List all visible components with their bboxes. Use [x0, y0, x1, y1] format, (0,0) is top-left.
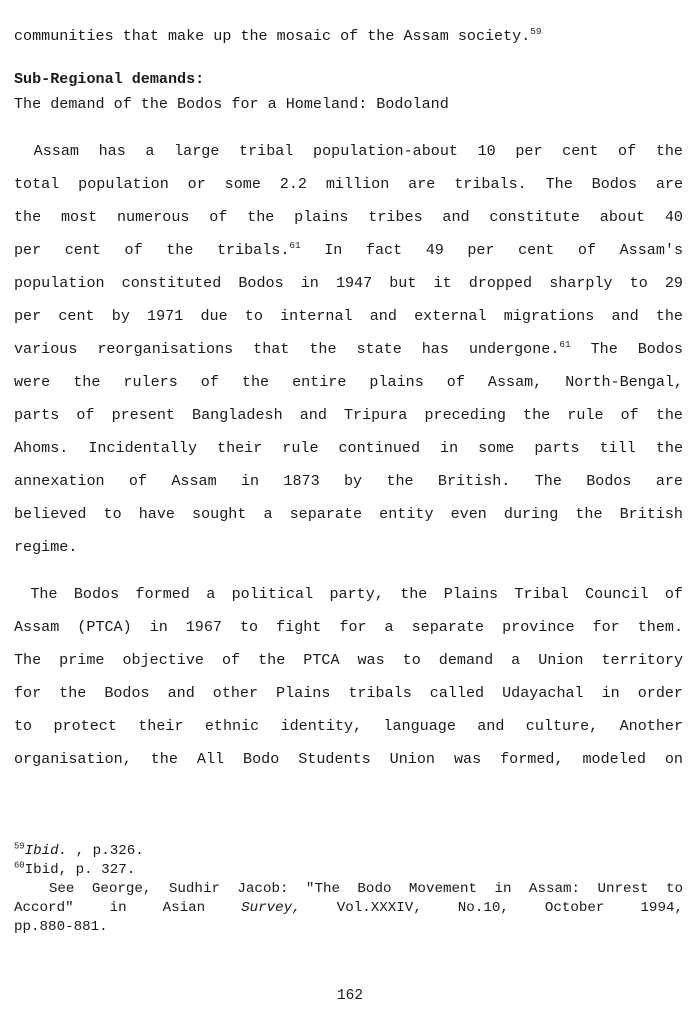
spacer	[14, 49, 683, 67]
continued-sentence-text: communities that make up the mosaic of the Assam society.	[14, 27, 531, 45]
paragraph-bodos-population	[14, 135, 683, 564]
footnote-citation-text-2b: Vol.XXXIV, No.10, October 1994,	[300, 900, 683, 916]
footnote-ibid-italic: Ibid.	[24, 843, 68, 859]
paragraph-ptca-line	[14, 710, 683, 743]
footnote-marker-61: 61	[559, 338, 571, 350]
paragraph-bodos-population-line	[14, 399, 683, 432]
footnote-text: Ibid, p. 327.	[24, 862, 136, 878]
paragraph-bodos-population-line-text: Ahoms. Incidentally their rule continued in some parts till the	[14, 439, 683, 457]
footnote-text: , p.326.	[67, 843, 144, 859]
paragraph-bodos-population-line	[14, 267, 683, 300]
paragraph-bodos-population-line	[14, 432, 683, 465]
footnote-marker-61: 61	[289, 239, 301, 251]
paragraph-bodos-population-line	[14, 168, 683, 201]
paragraph-ptca-line-text: Assam (PTCA) in 1967 to fight for a separate province for them.	[14, 618, 683, 636]
journal-title-italic: Survey,	[241, 900, 301, 916]
footnote-59	[14, 842, 683, 861]
paragraph-bodos-population-line	[14, 201, 683, 234]
paragraph-ptca-line-text: The Bodos formed a political party, the Plains Tribal Council of	[14, 585, 683, 603]
spacer	[14, 117, 683, 135]
paragraph-bodos-population-line	[14, 234, 683, 267]
paragraph-bodos-population-line-text: total population or some 2.2 million are tribals. The Bodos are	[14, 175, 683, 193]
paragraph-ptca-line	[14, 611, 683, 644]
body-text-block	[14, 24, 683, 776]
paragraph-ptca-line	[14, 743, 683, 776]
footnote-marker-59: 59	[530, 25, 542, 37]
paragraph-bodos-population-line-text: population constituted Bodos in 1947 but it dropped sharply to 29	[14, 274, 683, 292]
footnote-citation-line-1	[14, 880, 683, 899]
continued-sentence-line	[14, 24, 683, 49]
paragraph-bodos-population-line-text: regime.	[14, 538, 78, 556]
footnote-number-60: 60	[14, 860, 25, 871]
paragraph-bodos-population-line	[14, 498, 683, 531]
paragraph-bodos-population-line-text: parts of present Bangladesh and Tripura preceding the rule of the	[14, 406, 683, 424]
paragraph-ptca-line-text: The prime objective of the PTCA was to demand a Union territory	[14, 651, 683, 669]
footnote-citation-line-2	[14, 899, 683, 918]
paragraph-ptca-line	[14, 578, 683, 611]
paragraph-bodos-population-line	[14, 366, 683, 399]
paragraph-bodos-population-line-text: various reorganisations that the state has undergone.	[14, 340, 560, 358]
paragraph-bodos-population-line	[14, 333, 683, 366]
paragraph-ptca-line-text: for the Bodos and other Plains tribals called Udayachal in order	[14, 684, 683, 702]
paragraph-bodos-population-line	[14, 531, 683, 564]
paragraph-bodos-population-line-text: per cent of the tribals.	[14, 241, 290, 259]
paragraph-bodos-population-line-text-tail: The Bodos	[570, 340, 683, 358]
paragraph-ptca-line	[14, 644, 683, 677]
paragraph-ptca-line-text: to protect their ethnic identity, language and culture, Another	[14, 717, 683, 735]
paragraph-bodos-population-line-text: per cent by 1971 due to internal and external migrations and the	[14, 307, 683, 325]
footnote-citation-text-2a: Accord" in Asian	[14, 900, 242, 916]
paragraph-bodos-population-line-text: the most numerous of the plains tribes and constitute about 40	[14, 208, 683, 226]
section-subheading: The demand of the Bodos for a Homeland: Bodoland	[14, 95, 449, 113]
footnote-citation-line-3: pp.880-881.	[14, 919, 108, 935]
footnote-citation-text-1: See George, Sudhir Jacob: "The Bodo Movement in Assam: Unrest to	[14, 881, 683, 897]
paragraph-bodos-population-line	[14, 465, 683, 498]
page-number: 162	[336, 988, 364, 1004]
footnote-60	[14, 861, 683, 880]
paragraph-ptca-line	[14, 677, 683, 710]
footnote-number-59: 59	[14, 841, 25, 852]
paragraph-bodos-population-line-text: believed to have sought a separate entity even during the British	[14, 505, 683, 523]
paragraph-bodos-population-line-text: annexation of Assam in 1873 by the British. The Bodos are	[14, 472, 683, 490]
paragraph-ptca	[14, 578, 683, 776]
paragraph-bodos-population-line	[14, 135, 683, 168]
paragraph-bodos-population-line-text: were the rulers of the entire plains of Assam, North-Bengal,	[14, 373, 683, 391]
section-heading: Sub-Regional demands:	[14, 70, 205, 88]
spacer	[14, 564, 683, 578]
footnotes-block	[14, 842, 683, 937]
paragraph-ptca-line-text: organisation, the All Bodo Students Union was formed, modeled on	[14, 750, 683, 768]
paragraph-bodos-population-line-text-tail: In fact 49 per cent of Assam's	[300, 241, 683, 259]
footnote-list	[14, 842, 683, 880]
paragraph-bodos-population-line-text: Assam has a large tribal population-about 10 per cent of the	[14, 142, 683, 160]
paragraph-bodos-population-line	[14, 300, 683, 333]
